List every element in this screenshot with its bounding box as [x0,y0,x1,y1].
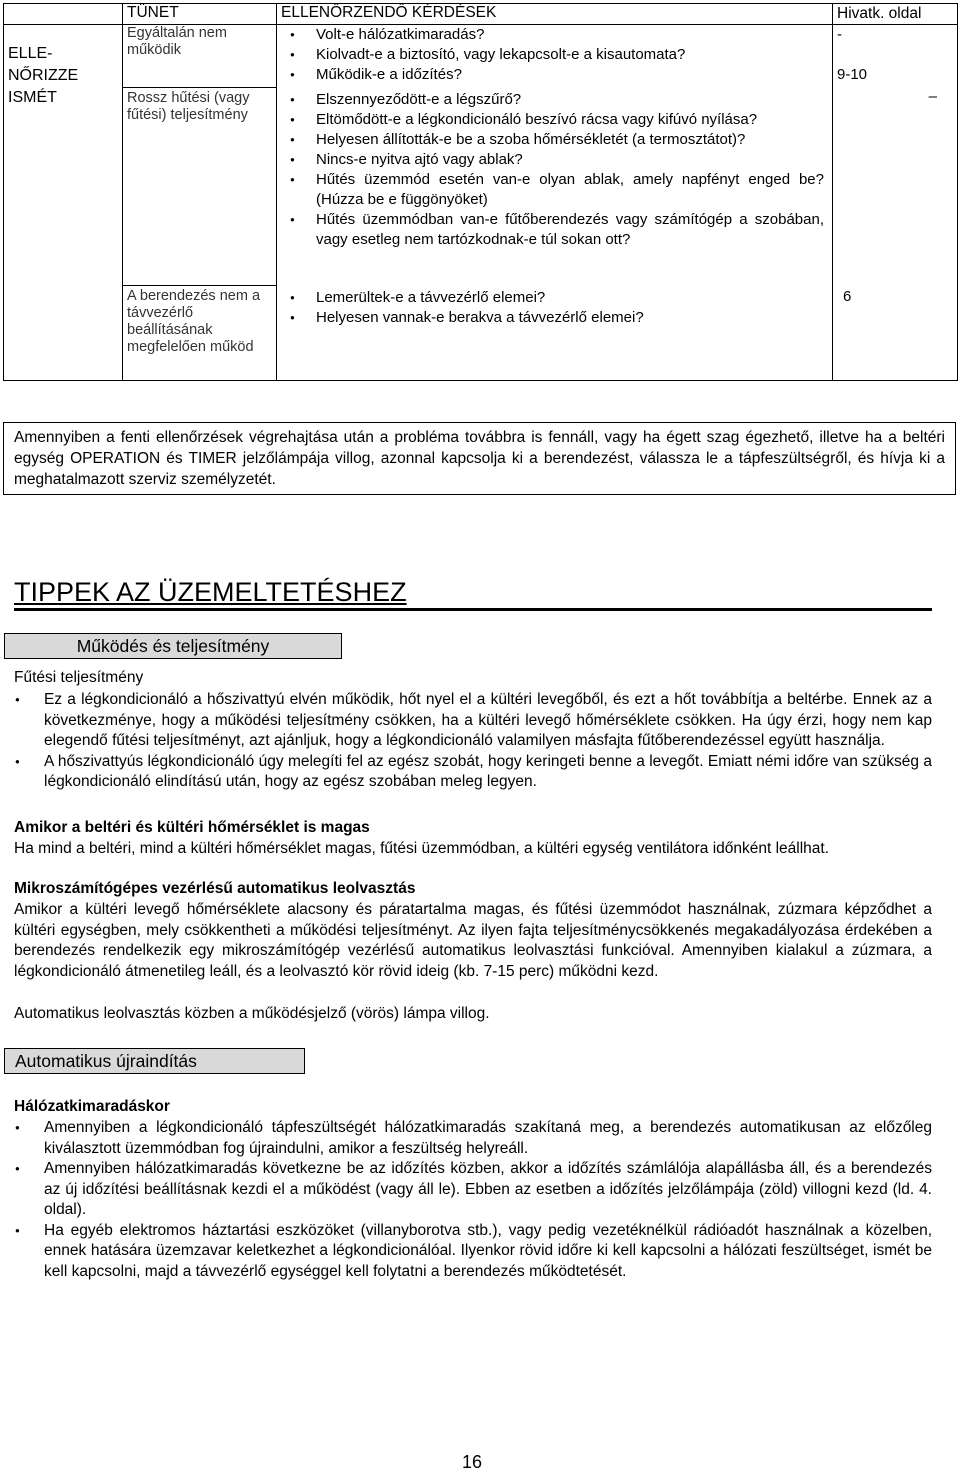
check-item: ● Elszennyeződött-e a légszűrő? [316,90,828,110]
check-item: ● Kiolvadt-e a biztosító, vagy lekapcsolt-e a kisautomata? [316,45,828,65]
list-item: ● Ha egyéb elektromos háztartási eszközöket (villanyborotva stb.), vagy pedig vezetéknélkül rádióadót használnak a közelben, ennek hatására üzemzavar keletkezhet a légkondicionálóal. Ilyenkor rövid időre ki kell kapcsolni a hálózati feszültséget, ismét be kell kapcsolni, majd a távvezérlő egységgel kell folytatni a berendezés működtetését. [44,1221,932,1283]
defrost-text-2: Automatikus leolvasztás közben a működésjelző (vörös) lámpa villog. [14,1005,490,1022]
symptom-cell: Egyáltalán nem működik [123,25,277,88]
check-item: ● Helyesen vannak-e berakva a távvezérlő elemei? [316,308,828,328]
header-symptom: TÜNET [123,4,277,25]
title-rule [14,608,932,611]
ref-value: - [837,26,842,43]
ref-cell [833,25,958,88]
hot-title: Amikor a beltéri és kültéri hőmérséklet is magas [14,819,370,836]
check-item: ● Volt-e hálózatkimaradás? [316,25,828,45]
header-check: ELLENŐRZENDŐ KÉRDÉSEK [277,4,833,25]
table-row [4,88,958,286]
defrost-text: Amikor a kültéri levegő hőmérséklete alacsony és páratartalma magas, és fűtési üzemmódot használnak, zúzmara képződhet a kültéri egységben, mely csökkentheti a működési teljesítményt. Az ilyen fajta teljesítménycsökkenés megakadályozása érdekében a berendezés rendelkezik egy mikroszámítógép vezérlésű automatikus leolvasztási funkcióval. Amennyiben kialakul a zúzmara, a légkondicionáló átmenetileg leáll, és a leolvasztó kör rövid ideig (kb. 7-15 perc) működni kezd. [14,901,932,980]
header-ref: Hivatk. oldal [833,4,958,25]
table-row [4,286,958,381]
troubleshooting-table [3,3,958,381]
check-item: ● Eltömődött-e a légkondicionáló beszívó rácsa vagy kifúvó nyílása? [316,110,828,130]
symptom-cell: Rossz hűtési (vagy fűtési) teljesítmény [123,88,277,286]
list-item: ● Amennyiben hálózatkimaradás következne be az időzítés közben, akkor a időzítés számlálója alapállásba áll, és a berendezés az új időzítési beállításnak kezdi el a működést (vagy áll le). Ebben az esetben a időzítés jelzőlámpája (zöld) villogni kezd (ld. 4. oldal). [44,1159,932,1221]
list-item: ● Ez a légkondicionáló a hőszivattyú elvén működik, hőt nyel el a kültéri levegőből, és ezt a hőt továbbítja a beltérbe. Ennek az a következménye, hogy a működési teljesítmény csökken, ha a kültéri levegő hőmérséklete csökken. Ha úgy érzi, hogy nem kap elegendő fűtési teljesítményt, azt ajánljuk, hogy a légkondicionáló valamilyen másfajta fűtőberendezéssel együtt használja. [44,690,932,752]
symptom-cell: A berendezés nem a távvezérlő beállításának megfelelően működ [123,286,277,381]
table-row [4,25,958,88]
check-item: ● Nincs-e nyitva ajtó vagy ablak? [316,150,828,170]
side-label: ELLE- NŐRIZZE ISMÉT [4,25,123,381]
defrost-title: Mikroszámítógépes vezérlésű automatikus leolvasztás [14,880,416,897]
table-header-row [4,4,958,25]
check-cell [277,286,833,381]
check-cell [277,88,833,286]
outage-list [14,1118,932,1282]
check-item: ● Helyesen állították-e be a szoba hőmérsékletét (a termosztátot)? [316,130,828,150]
ref-cell: 6 [833,286,958,381]
header-blank [4,4,123,25]
heating-list [14,690,932,793]
check-cell [277,25,833,88]
check-item: ● Működik-e a időzítés? [316,65,828,85]
section-title: TIPPEK AZ ÜZEMELTETÉSHEZ [14,577,407,607]
box-heading-performance: Működés és teljesítmény [4,633,342,659]
box-heading-restart: Automatikus újraindítás [4,1048,305,1074]
hot-text: Ha mind a beltéri, mind a kültéri hőmérséklet magas, fűtési üzemmódban, a kültéri egység ventilátora időnként leállhat. [14,840,830,857]
list-item: ● A hőszivattyús légkondicionáló úgy melegíti fel az egész szobát, hogy keringeti benne a levegőt. Emiatt némi időre van szükség a légkondicionáló elindítású után, hogy az egész szobában meleg legyen. [44,752,932,793]
check-item: ● Hűtés üzemmódban van-e fűtőberendezés vagy számítógép a szobában, vagy esetleg nem tartózkodnak-e túl sokan ott? [316,210,828,250]
page-number: 16 [462,1452,483,1472]
ref-cell: – [833,88,958,286]
check-item: ● Hűtés üzemmód esetén van-e olyan ablak, amely napfényt enged be? (Húzza be e függönyöket) [316,170,828,210]
warning-notice: Amennyiben a fenti ellenőrzések végrehajtása után a probléma továbbra is fennáll, vagy ha égett szag égezhető, illetve ha a beltéri egység OPERATION és TIMER jelzőlámpája villog, azonnal kapcsolja ki a berendezést, válassza le a tápfeszültségről, és hívja ki a meghatalmazott szerviz személyzetét. [3,422,956,495]
ref-value [837,45,953,65]
outage-title: Hálózatkimaradáskor [14,1098,170,1115]
ref-value: 9-10 [837,66,868,83]
list-item: ● Amennyiben a légkondicionáló tápfeszültségét hálózatkimaradás szakítaná meg, a berendezés automatikusan az előzőleg kiválasztott üzemmódban fog újraindulni, amikor a feszültség helyreáll. [44,1118,932,1159]
check-item: ● Lemerültek-e a távvezérlő elemei? [316,288,828,308]
heating-title: Fűtési teljesítmény [14,669,144,686]
